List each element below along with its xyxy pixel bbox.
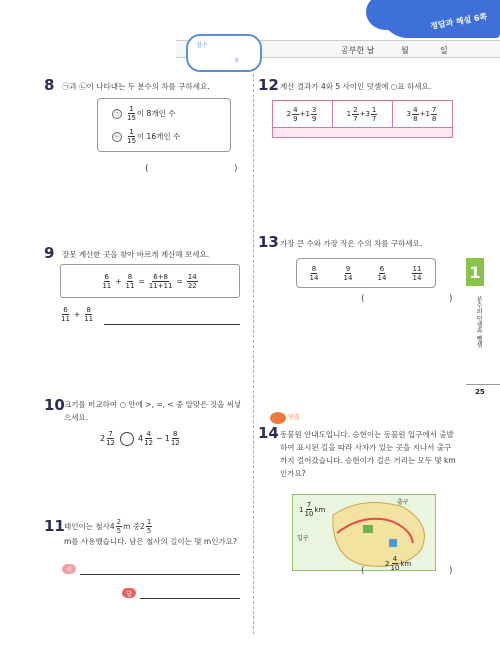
q9-frac-d: $\frac{14}{22}$: [187, 272, 197, 290]
q8-answer-open: (: [145, 164, 149, 174]
q11-mixed-a-frac: $\frac{2}{5}$: [116, 518, 122, 535]
q11-sik-line[interactable]: [80, 574, 240, 575]
q8-marker-b: ㉡: [112, 132, 122, 142]
q13-fraction-box: [296, 258, 436, 288]
q12-choice-3[interactable]: 3 $\frac{4}{8}$ + 1 $\frac{7}{8}$: [393, 101, 452, 127]
q14-answer-field[interactable]: [368, 568, 448, 578]
q13-answer-close: ): [449, 294, 453, 304]
q9-redo-op: +: [73, 310, 81, 319]
q9-frac-c: $\frac{6+8}{11+11}$: [148, 272, 173, 290]
q11-dap-line[interactable]: [140, 598, 240, 599]
q8-answer-close: ): [234, 164, 238, 174]
page-number-rule: [466, 384, 500, 385]
q9-eq2: =: [176, 276, 183, 286]
q9-wrong-calc-box: [60, 264, 240, 298]
q10-rb-whole: 1: [164, 434, 170, 443]
q13-text: 가장 큰 수와 가장 작은 수의 차를 구하세요.: [280, 239, 423, 248]
q11-number: 11: [44, 517, 65, 535]
q12-mark-strip[interactable]: [272, 128, 453, 138]
zoo-map-dist2: 2 $\frac{4}{10}$ km: [385, 555, 412, 572]
day-label: 일: [440, 46, 448, 55]
q11-dap-badge: 답: [122, 588, 136, 598]
q10-left-whole: 2: [100, 434, 106, 443]
q11-mixed-a-whole: 4: [109, 522, 115, 531]
q8-number: 8: [44, 76, 55, 94]
q11-mixed-b-frac: $\frac{1}{5}$: [146, 518, 152, 535]
q10-compare: [100, 430, 181, 447]
q10-minus: −: [156, 434, 163, 443]
q10-left-frac: $\frac{7}{12}$: [106, 430, 116, 447]
q10-text: 크기를 비교하여 ○ 안에 >, =, < 중 알맞은 것을 써넣으세요.: [64, 400, 242, 422]
q13-frac-3: $\frac{6}{14}$: [377, 264, 387, 282]
study-date-label: 공부한 날: [341, 46, 375, 55]
answer-reference: 정답과 해설 6쪽: [430, 12, 489, 31]
q9-redo-frac-a: $\frac{6}{11}$: [61, 306, 70, 323]
zoo-map-entrance: 입구: [297, 535, 309, 542]
q10-ra-frac: $\frac{4}{12}$: [144, 430, 154, 447]
q8-marker-a: ㉠: [112, 109, 122, 119]
q13-frac-1: $\frac{8}{14}$: [309, 264, 319, 282]
q14-answer-open: (: [361, 566, 365, 576]
q11-text-b: m 중: [123, 522, 141, 531]
q13-answer-field[interactable]: [368, 296, 448, 306]
score-unit: 점: [234, 58, 239, 64]
zoo-map: [292, 494, 436, 571]
q8-condition-box: [97, 98, 231, 152]
q9-redo-frac-b: $\frac{8}{11}$: [84, 306, 94, 323]
q9-number: 9: [44, 244, 55, 262]
q13-frac-4: $\frac{11}{14}$: [412, 264, 422, 282]
q13-frac-2: $\frac{9}{14}$: [343, 264, 353, 282]
q11-text-a: 태인이는 철사: [64, 522, 110, 531]
zoo-map-dist1: 1 $\frac{7}{10}$ km: [299, 501, 326, 518]
page-number: 25: [475, 388, 485, 396]
q14-link-badge: 연결: [288, 414, 300, 421]
q14-answer-close: ): [449, 566, 453, 576]
q12-text: 계산 결과가 4와 5 사이인 덧셈에 ○표 하세요.: [280, 82, 432, 91]
q12-choice-1[interactable]: 2 $\frac{4}{9}$ + 1 $\frac{3}{9}$: [273, 101, 333, 127]
q8-row-a: [112, 105, 175, 122]
q8-answer-field[interactable]: [152, 166, 232, 176]
q11-text: [64, 518, 246, 548]
q9-eq: =: [138, 276, 145, 286]
q8-frac-b: $\frac{1}{15}$: [127, 128, 136, 145]
q12-number: 12: [258, 76, 279, 94]
q9-op: +: [115, 276, 122, 286]
q9-frac-b: $\frac{8}{11}$: [125, 272, 135, 290]
q9-answer-line[interactable]: [104, 324, 240, 325]
q8-text: ㉠과 ㉡이 나타내는 두 분수의 차를 구하세요.: [62, 82, 210, 91]
month-label: 월: [401, 46, 409, 55]
q12-choice-table: [272, 100, 453, 128]
q10-number: 10: [44, 396, 65, 414]
column-divider: [253, 74, 254, 634]
q9-frac-a: $\frac{6}{11}$: [102, 272, 112, 290]
score-label: 점수: [196, 42, 208, 49]
q9-redo-expression: [60, 306, 94, 323]
q14-link-icon: [270, 412, 286, 424]
chapter-title: 분수의 덧셈과 뺄셈: [475, 296, 482, 348]
q10-rb-frac: $\frac{8}{12}$: [170, 430, 180, 447]
q12-choice-2[interactable]: 1 $\frac{2}{7}$ + 3 $\frac{1}{7}$: [333, 101, 393, 127]
q11-mixed-b-whole: 2: [140, 522, 145, 531]
q11-text-c: m를 사용했습니다. 남은 철사의 길이는 몇 m인가요?: [64, 537, 237, 546]
q10-compare-circle[interactable]: [120, 432, 134, 446]
q11-sik-badge: 식: [62, 564, 76, 574]
q8-row-b: [112, 128, 180, 145]
q13-number: 13: [258, 233, 279, 251]
q8-frac-a: $\frac{1}{15}$: [127, 105, 136, 122]
q14-number: 14: [258, 424, 279, 442]
q14-text: 동물원 안내도입니다. 승현이는 동물원 입구에서 출발하여 표시된 길을 따라 사자가 있는 곳을 지나서 출구까지 걸어갔습니다. 승현이가 걸은 거리는 모두 몇 km인가요?: [280, 430, 456, 478]
q8-suffix-a: 이 8개인 수: [136, 109, 176, 118]
zoo-map-exit: 출구: [397, 499, 409, 506]
q13-answer-open: (: [361, 294, 365, 304]
q10-ra-whole: 4: [138, 434, 144, 443]
chapter-number-tab: 1: [466, 258, 484, 286]
q9-text: 잘못 계산한 곳을 찾아 바르게 계산해 보세요.: [62, 250, 210, 259]
q8-suffix-b: 이 16개인 수: [136, 132, 181, 141]
